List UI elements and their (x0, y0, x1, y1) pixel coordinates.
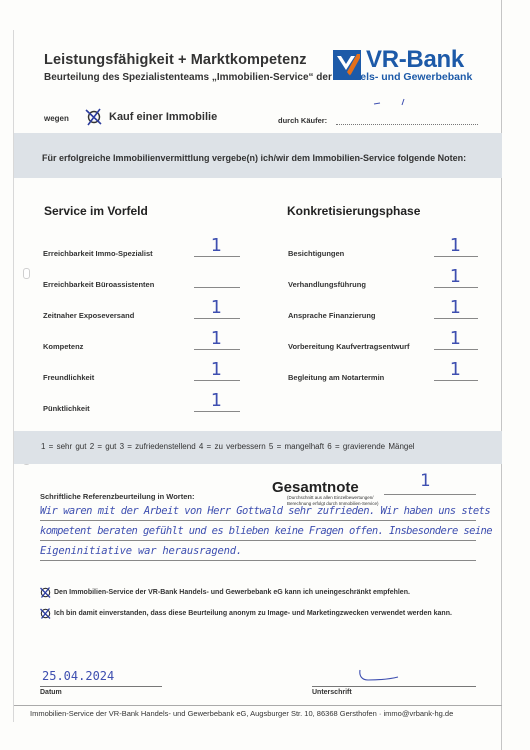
reference-label: Schriftliche Referenzbeurteilung in Worten: (40, 492, 195, 501)
rating-field[interactable] (434, 287, 478, 288)
date-field[interactable] (40, 686, 162, 687)
bank-logo-subline: Handels- und Gewerbebank (334, 71, 473, 83)
consent-recommend-text: Den Immobilien-Service der VR-Bank Handels- und Gewerbebank eG kann ich uneingeschränkt empfehlen. (54, 589, 410, 596)
intro-text: Für erfolgreiche Immobilienvermittlung vergebe(n) ich/wir dem Immobilien-Service folgende Noten: (42, 153, 467, 163)
section-title-specification: Konkretisierungsphase (287, 204, 421, 218)
total-grade-note: (Durchschnitt aus allen Einzelbewertungen/ Berechnung erfolgt durch Immobilien-Service) (287, 495, 379, 506)
total-grade-label: Gesamtnote (272, 479, 359, 496)
rating-label: Erreichbarkeit Immo-Spezialist (43, 249, 153, 258)
total-grade-field[interactable] (384, 494, 476, 495)
buyer-label: durch Käufer: (278, 116, 328, 125)
purpose-value: Kauf einer Immobilie (109, 111, 218, 123)
form-title: Leistungsfähigkeit + Marktkompetenz (44, 52, 307, 68)
rating-field[interactable] (434, 349, 478, 350)
page-edge-right (501, 0, 502, 750)
signature-label: Unterschrift (312, 689, 352, 696)
rating-label: Pünktlichkeit (43, 404, 90, 413)
reference-text-line: kompetent beraten gefühlt und es blieben keine Fragen offen. Insbesondere seine (40, 525, 493, 537)
total-grade-value: 1 (420, 471, 431, 491)
rating-field[interactable] (194, 411, 240, 412)
checkbox-cross-icon[interactable] (84, 107, 104, 127)
checkbox-cross-icon[interactable] (39, 607, 52, 620)
date-label: Datum (40, 689, 62, 696)
rating-label: Verhandlungsführung (288, 280, 366, 289)
rating-grade: 1 (210, 235, 222, 256)
rating-grade: 1 (449, 266, 461, 287)
rating-field[interactable] (194, 256, 240, 257)
rating-label: Begleitung am Notartermin (288, 373, 385, 382)
rating-grade: 1 (210, 328, 222, 349)
rating-field[interactable] (194, 287, 240, 288)
rating-label: Erreichbarkeit Büroassistenten (43, 280, 155, 289)
rating-field[interactable] (194, 380, 240, 381)
rating-grade: 1 (449, 235, 461, 256)
buyer-handwriting-mark (372, 97, 412, 107)
buyer-field[interactable] (336, 124, 478, 125)
rating-grade: 1 (449, 297, 461, 318)
rating-grade: 1 (210, 359, 222, 380)
date-value: 25.04.2024 (42, 669, 115, 683)
rating-grade: 1 (449, 328, 461, 349)
rating-label: Vorbereitung Kaufvertragsentwurf (288, 342, 410, 351)
signature-field[interactable] (312, 686, 476, 687)
purpose-label: wegen (44, 114, 69, 123)
rating-field[interactable] (194, 349, 240, 350)
consent-marketing-text: Ich bin damit einverstanden, dass diese Beurteilung anonym zu Image- und Marketingzwecken verwendet werden kann. (54, 610, 452, 617)
checkbox-cross-icon[interactable] (39, 586, 52, 599)
grading-scale: 1 = sehr gut 2 = gut 3 = zufriedenstellend 4 = zu verbessern 5 = mangelhaft 6 = gravierende Mängel (41, 442, 415, 451)
rating-label: Zeitnaher Exposeversand (43, 311, 135, 320)
rating-field[interactable] (194, 318, 240, 319)
rating-label: Freundlichkeit (43, 373, 95, 382)
reference-text-line: Eigeninitiative war herausragend. (40, 545, 243, 557)
reference-text-line: Wir waren mit der Arbeit von Herr Gottwald sehr zufrieden. Wir haben uns stets (40, 505, 491, 517)
reference-line[interactable] (40, 560, 476, 561)
reference-line[interactable] (40, 540, 476, 541)
reference-line[interactable] (40, 520, 476, 521)
rating-label: Ansprache Finanzierung (288, 311, 376, 320)
rating-field[interactable] (434, 318, 478, 319)
bank-logo-name: VR-Bank (366, 46, 464, 73)
signature-mark (356, 668, 400, 682)
rating-grade: 1 (449, 359, 461, 380)
rating-field[interactable] (434, 256, 478, 257)
footer-divider (14, 705, 502, 706)
form-subtitle: Beurteilung des Spezialistenteams „Immobilien-Service“ der (44, 72, 332, 83)
rating-grade: 1 (210, 297, 222, 318)
rating-label: Besichtigungen (288, 249, 345, 258)
rating-field[interactable] (434, 380, 478, 381)
section-title-preparation: Service im Vorfeld (44, 204, 148, 218)
rating-label: Kompetenz (43, 342, 84, 351)
rating-grade: 1 (210, 390, 222, 411)
footer-address: Immobilien-Service der VR-Bank Handels- und Gewerbebank eG, Augsburger Str. 10, 86368 Gersthofen · immo@vrbank-hg.de (30, 709, 454, 718)
punch-hole-top (23, 268, 30, 279)
